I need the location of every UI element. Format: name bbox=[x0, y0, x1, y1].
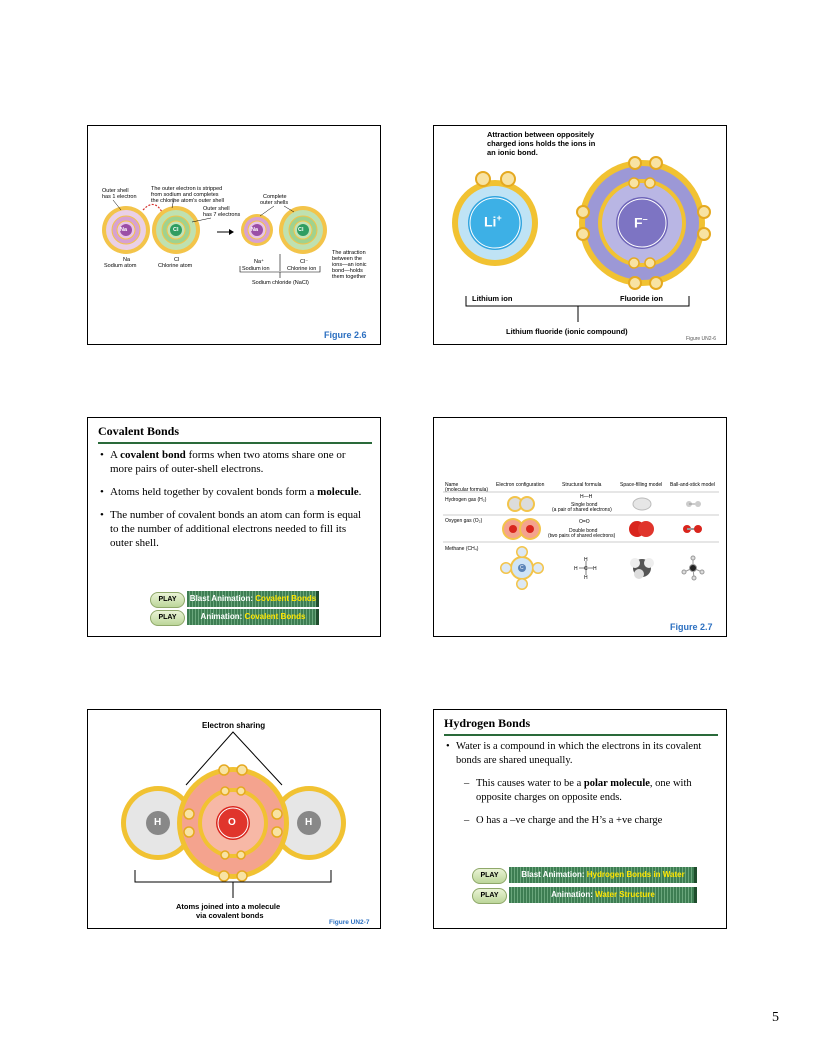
col-ball: Ball-and-stick model bbox=[670, 482, 716, 488]
cl-symbol: Cl bbox=[173, 227, 179, 233]
label-complete-1: Complete bbox=[263, 194, 287, 200]
anim2-white: Animation: bbox=[200, 612, 245, 621]
label-chlorine-ion: Chlorine ion bbox=[287, 266, 317, 272]
bullet-list bbox=[446, 740, 716, 837]
label-joined-2: via covalent bonds bbox=[196, 911, 264, 920]
sub-bullet-1 bbox=[446, 777, 716, 805]
b1-bold: covalent bond bbox=[120, 449, 186, 461]
label-lithium-fluoride: Lithium fluoride (ionic compound) bbox=[506, 327, 628, 336]
h2-electron-config-icon bbox=[507, 496, 535, 512]
bullet-1 bbox=[446, 740, 716, 768]
caption-line-1: Attraction between oppositely bbox=[487, 130, 595, 139]
h2-bond: Single bond bbox=[571, 502, 598, 508]
play-button[interactable]: PLAY bbox=[150, 610, 185, 626]
figure-label: Figure UN2-7 bbox=[329, 919, 370, 926]
b2-bold: molecule bbox=[317, 486, 359, 498]
page-number: 5 bbox=[772, 1010, 779, 1025]
play-row-1 bbox=[150, 591, 320, 607]
title-rule bbox=[444, 734, 718, 736]
caption-line-3: an ionic bond. bbox=[487, 148, 538, 157]
anim1-yellow: Hydrogen Bonds in Water bbox=[586, 870, 685, 879]
col-struct: Structural formula bbox=[562, 482, 602, 488]
nacl-diagram bbox=[88, 126, 381, 345]
s1-post: , one with opposite charges on opposite ends. bbox=[476, 778, 692, 803]
label-cl-sym: Cl bbox=[174, 257, 180, 263]
label-outer-shell-7: Outer shell bbox=[203, 206, 230, 212]
label-chlorine-atom: Chlorine atom bbox=[158, 263, 193, 269]
ch4-h-left: H bbox=[574, 566, 578, 572]
lithium-fluoride-diagram bbox=[434, 126, 727, 345]
h2-struct: H—H bbox=[580, 494, 593, 500]
bullet-3 bbox=[100, 508, 370, 550]
label-joined-1: Atoms joined into a molecule bbox=[176, 902, 281, 911]
f-symbol bbox=[634, 214, 648, 231]
anim1-white: Blast Animation: bbox=[189, 594, 256, 603]
label-na-sym: Na bbox=[123, 257, 131, 263]
label-outer-shell-1b: has 1 electron bbox=[102, 194, 137, 200]
label-complete-2: outer shells bbox=[260, 200, 289, 206]
o2-struct: O=O bbox=[579, 519, 590, 525]
slide-title: Hydrogen Bonds bbox=[444, 716, 531, 730]
label-sodium-chloride: Sodium chloride (NaCl) bbox=[252, 280, 309, 286]
label-cl-ion-sym: Cl⁻ bbox=[300, 259, 309, 265]
o2-bond-2: (two pairs of shared electrons) bbox=[548, 533, 616, 539]
row-methane: Methane (CH₄) bbox=[445, 546, 479, 552]
title-rule bbox=[98, 442, 372, 444]
o2-space-fill-icon bbox=[629, 521, 654, 537]
s1-pre: This causes water to be a bbox=[476, 778, 584, 789]
na-symbol: Na bbox=[120, 227, 128, 233]
animation-link-2[interactable] bbox=[509, 887, 697, 903]
h2-ball-stick-icon bbox=[686, 501, 701, 507]
label-outer-shell-7b: has 7 electrons bbox=[203, 212, 241, 218]
animation-link-1[interactable] bbox=[509, 867, 697, 883]
label-outer-shell-1: Outer shell bbox=[102, 188, 129, 194]
na-plus-symbol: Na bbox=[251, 227, 259, 233]
label-attraction-2: between the bbox=[332, 256, 362, 262]
f-text: F bbox=[634, 214, 643, 231]
ch4-c-label: C bbox=[520, 565, 524, 571]
row-oxygen: Oxygen gas (O₂) bbox=[445, 518, 483, 524]
label-stripped-2: from sodium and completes bbox=[151, 192, 219, 198]
slide-water-covalent bbox=[87, 709, 381, 929]
row-hydrogen: Hydrogen gas (H₂) bbox=[445, 497, 487, 503]
o-symbol: O bbox=[228, 817, 236, 828]
play-row-1 bbox=[472, 867, 698, 883]
o2-bond: Double bond bbox=[569, 528, 598, 534]
li-charge: + bbox=[496, 213, 502, 223]
label-fluoride-ion: Fluoride ion bbox=[620, 294, 663, 303]
figure-label: Figure 2.7 bbox=[670, 622, 713, 632]
h-right-symbol: H bbox=[305, 817, 313, 828]
label-electron-sharing: Electron sharing bbox=[202, 721, 266, 730]
play-row-2 bbox=[150, 609, 320, 625]
sub-bullet-2 bbox=[446, 814, 716, 828]
play-row-2 bbox=[472, 887, 698, 903]
anim2-yellow: Covalent Bonds bbox=[244, 612, 306, 621]
label-attraction-3: ions—an ionic bbox=[332, 262, 367, 268]
anim2-white: Animation: bbox=[551, 890, 596, 899]
col-name-2: (molecular formula) bbox=[445, 487, 489, 493]
anim1-white: Blast Animation: bbox=[521, 870, 587, 879]
ch4-h-right: H bbox=[593, 566, 597, 572]
bullet-1 bbox=[100, 448, 370, 476]
slide-molecule-models bbox=[433, 417, 727, 637]
bullet-2 bbox=[100, 485, 370, 499]
f-charge: – bbox=[642, 214, 648, 224]
ch4-h-top: H bbox=[584, 557, 588, 563]
b1-post: forms when two atoms share one or more pairs of outer-shell electrons. bbox=[110, 449, 346, 475]
slide-hydrogen-bonds bbox=[433, 709, 727, 929]
o2-electron-config-icon bbox=[502, 518, 541, 540]
label-na-ion-sym: Na⁺ bbox=[254, 259, 264, 265]
li-symbol bbox=[484, 213, 502, 230]
h2-bond-2: (a pair of shared electrons) bbox=[552, 507, 612, 513]
slide-covalent-bonds bbox=[87, 417, 381, 637]
ch4-h-bottom: H bbox=[584, 575, 588, 581]
s2-text: O has a –ve charge and the H’s a +ve charge bbox=[476, 815, 663, 826]
ch4-c-struct: C bbox=[584, 566, 588, 572]
label-stripped-3: the chlorine atom's outer shell bbox=[151, 198, 224, 204]
slide-title: Covalent Bonds bbox=[98, 424, 180, 438]
col-name: Name bbox=[445, 482, 459, 488]
label-lithium-ion: Lithium ion bbox=[472, 294, 513, 303]
b1-pre: A bbox=[110, 449, 121, 461]
s1-bold: polar molecule bbox=[583, 778, 650, 789]
label-stripped-1: The outer electron is stripped bbox=[151, 186, 223, 192]
anim-bar-end bbox=[694, 867, 697, 883]
play-button[interactable]: PLAY bbox=[472, 868, 507, 884]
label-sodium-atom: Sodium atom bbox=[104, 263, 137, 269]
ch4-ball-stick-icon bbox=[682, 556, 704, 580]
b3-text: The number of covalent bonds an atom can form is equal to the number of additional electrons needed to fill its outer shell. bbox=[110, 509, 362, 549]
anim-bar-end bbox=[316, 609, 319, 625]
play-button[interactable]: PLAY bbox=[150, 592, 185, 608]
anim1-yellow: Covalent Bonds bbox=[255, 594, 317, 603]
b2-post: . bbox=[358, 486, 362, 498]
animation-link-2[interactable] bbox=[187, 609, 319, 625]
ch4-space-fill-icon bbox=[630, 558, 654, 579]
anim2-yellow: Water Structure bbox=[595, 890, 655, 899]
figure-label: Figure UN2-6 bbox=[686, 336, 717, 342]
h-left-symbol: H bbox=[154, 817, 162, 828]
slide-ionic-bond-nacl bbox=[87, 125, 381, 345]
figure-label: Figure 2.6 bbox=[324, 330, 367, 340]
col-config: Electron configuration bbox=[496, 482, 545, 488]
col-space: Space-filling model bbox=[620, 482, 663, 488]
li-text: Li bbox=[484, 213, 497, 230]
caption-line-2: charged ions holds the ions in bbox=[487, 139, 596, 148]
label-attraction-4: bond—holds bbox=[332, 268, 363, 274]
animation-link-1[interactable] bbox=[187, 591, 319, 607]
label-attraction-5: them together bbox=[332, 274, 366, 280]
o2-ball-stick-icon bbox=[683, 525, 702, 533]
anim-bar-end bbox=[694, 887, 697, 903]
h2-space-fill-icon bbox=[633, 498, 651, 510]
cl-minus-symbol: Cl bbox=[298, 227, 304, 233]
bullet-list bbox=[100, 448, 370, 559]
slide-lithium-fluoride bbox=[433, 125, 727, 345]
play-button[interactable]: PLAY bbox=[472, 888, 507, 904]
ionic-bond-caption bbox=[487, 130, 595, 157]
label-sodium-ion: Sodium ion bbox=[242, 266, 270, 272]
b2-pre: Atoms held together by covalent bonds form a bbox=[110, 486, 318, 498]
b1-text: Water is a compound in which the electrons in its covalent bonds are shared unequally. bbox=[456, 741, 702, 766]
anim-bar-end bbox=[316, 591, 319, 607]
label-attraction-1: The attraction bbox=[332, 250, 366, 256]
